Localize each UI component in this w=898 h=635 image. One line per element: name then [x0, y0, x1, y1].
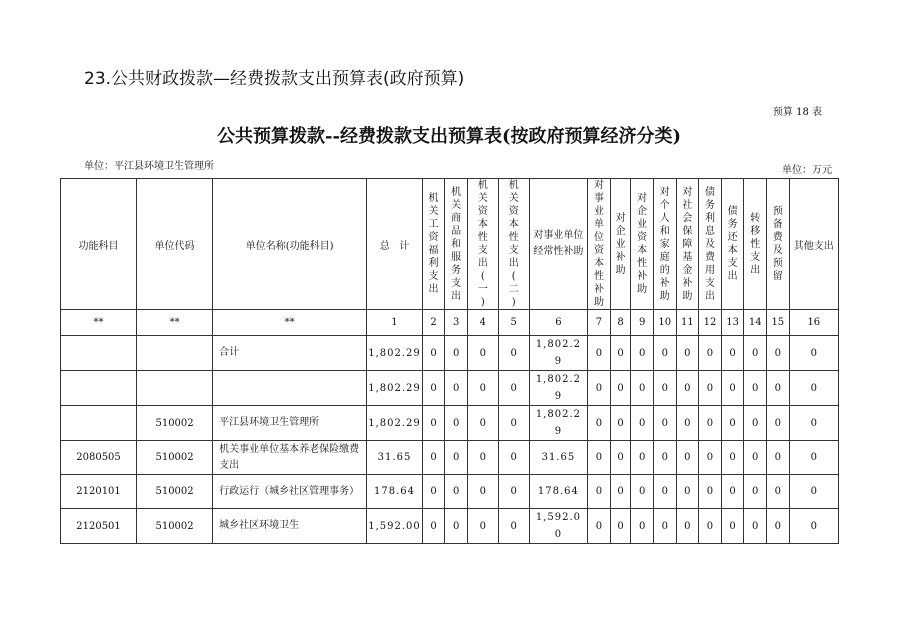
- unit-code-cell: 510002: [137, 406, 213, 441]
- value-cell: 0: [588, 336, 611, 371]
- function-code-cell: 2080505: [61, 441, 137, 475]
- section-title: 23.公共财政拨款—经费拨款支出预算表(政府预算): [84, 69, 465, 89]
- header-household-subsidy: 对 个 人 和 家 庭 的 补 助: [653, 179, 676, 310]
- function-code-cell: 2120501: [61, 509, 137, 544]
- function-code-cell: [61, 406, 137, 441]
- index-cell: 11: [676, 310, 699, 336]
- value-cell: 0: [653, 336, 676, 371]
- value-cell: 0: [699, 441, 722, 475]
- header-function-subject: 功能科目: [61, 179, 137, 310]
- value-cell: 0: [699, 336, 722, 371]
- value-cell: 0: [721, 371, 744, 406]
- index-cell: 1: [367, 310, 422, 336]
- value-cell: 0: [767, 371, 790, 406]
- unit-name-cell: 机关事业单位基本养老保险缴费支出: [213, 441, 367, 475]
- value-cell: 0: [467, 475, 498, 509]
- index-row: [61, 310, 839, 336]
- header-unit-name: 单位名称(功能科目): [213, 179, 367, 310]
- value-cell: 0: [789, 406, 838, 441]
- value-cell: 0: [744, 371, 767, 406]
- header-reserve: 预 备 费 及 预 留: [767, 179, 790, 310]
- unit-name: 单位：平江县环境卫生管理所: [84, 161, 214, 172]
- value-cell: 0: [610, 336, 631, 371]
- total-cell: 1,592.00: [367, 509, 422, 544]
- value-cell: 0: [467, 509, 498, 544]
- index-cell: 12: [699, 310, 722, 336]
- table-number: 预算 18 表: [772, 107, 822, 118]
- institution-subsidy-cell: [529, 509, 588, 544]
- value-cell: 0: [767, 475, 790, 509]
- value-cell: 0: [445, 371, 468, 406]
- value-cell: 0: [767, 441, 790, 475]
- value-line: 9: [554, 391, 563, 402]
- table-row: [61, 441, 839, 475]
- value-cell: 0: [744, 406, 767, 441]
- value-cell: 0: [721, 336, 744, 371]
- table-row: [61, 336, 839, 371]
- value-cell: 0: [699, 406, 722, 441]
- value-cell: 0: [631, 406, 654, 441]
- unit-name-cell: [213, 371, 367, 406]
- value-line: 9: [554, 426, 563, 437]
- value-cell: 0: [767, 406, 790, 441]
- value-line: 1,802.2: [535, 409, 581, 420]
- header-salary-welfare: 机 关 工 资 福 利 支 出: [422, 179, 445, 310]
- value-cell: 0: [588, 441, 611, 475]
- value-cell: 0: [445, 509, 468, 544]
- institution-subsidy-cell: [529, 371, 588, 406]
- function-code-cell: [61, 371, 137, 406]
- value-cell: 0: [631, 441, 654, 475]
- value-cell: 0: [498, 406, 529, 441]
- unit-code-cell: [137, 371, 213, 406]
- index-cell: 9: [631, 310, 654, 336]
- value-cell: 0: [610, 406, 631, 441]
- value-cell: 0: [498, 371, 529, 406]
- value-cell: 0: [498, 475, 529, 509]
- index-cell: 14: [744, 310, 767, 336]
- value-cell: 0: [467, 406, 498, 441]
- value-cell: 0: [422, 475, 445, 509]
- value-cell: 0: [610, 441, 631, 475]
- header-goods-services: 机 关 商 品 和 服 务 支 出: [445, 179, 468, 310]
- value-line: 31.65: [541, 452, 576, 463]
- unit-code-cell: 510002: [137, 441, 213, 475]
- value-cell: 0: [767, 336, 790, 371]
- main-title: 公共预算拨款--经费拨款支出预算表(按政府预算经济分类): [217, 126, 681, 147]
- value-cell: 0: [610, 371, 631, 406]
- index-cell: 6: [529, 310, 588, 336]
- unit-name-cell: 合计: [213, 336, 367, 371]
- value-cell: 0: [653, 475, 676, 509]
- value-cell: 0: [676, 441, 699, 475]
- value-cell: 0: [422, 336, 445, 371]
- value-cell: 0: [445, 441, 468, 475]
- index-cell: **: [213, 310, 367, 336]
- value-cell: 0: [744, 441, 767, 475]
- value-cell: 0: [721, 441, 744, 475]
- value-cell: 0: [653, 441, 676, 475]
- value-cell: 0: [631, 336, 654, 371]
- value-line: 1,802.2: [535, 339, 581, 350]
- value-cell: 0: [721, 406, 744, 441]
- value-cell: 0: [498, 509, 529, 544]
- function-code-cell: [61, 336, 137, 371]
- value-cell: 0: [699, 509, 722, 544]
- value-cell: 0: [676, 406, 699, 441]
- value-cell: 0: [422, 406, 445, 441]
- index-cell: 3: [445, 310, 468, 336]
- value-cell: 0: [422, 371, 445, 406]
- value-line: 178.64: [537, 486, 579, 497]
- header-enterprise-capital-subsidy: 对 企 业 资 本 性 补 助: [631, 179, 654, 310]
- value-cell: 0: [699, 475, 722, 509]
- index-cell: 13: [721, 310, 744, 336]
- institution-subsidy-cell: [529, 336, 588, 371]
- unit-name-cell: 平江县环境卫生管理所: [213, 406, 367, 441]
- value-cell: 0: [422, 509, 445, 544]
- value-cell: 0: [610, 509, 631, 544]
- index-cell: 10: [653, 310, 676, 336]
- table-row: [61, 475, 839, 509]
- index-cell: 2: [422, 310, 445, 336]
- value-cell: 0: [588, 509, 611, 544]
- value-line: 1,802.2: [535, 374, 581, 385]
- header-other: 其他支出: [789, 179, 838, 310]
- table-row: [61, 371, 839, 406]
- header-social-security-subsidy: 对 社 会 保 障 基 金 补 助: [676, 179, 699, 310]
- value-cell: 0: [744, 336, 767, 371]
- value-cell: 0: [498, 441, 529, 475]
- value-cell: 0: [588, 406, 611, 441]
- index-cell: 7: [588, 310, 611, 336]
- index-cell: 5: [498, 310, 529, 336]
- value-cell: 0: [445, 406, 468, 441]
- value-line: 0: [554, 529, 563, 540]
- value-cell: 0: [445, 475, 468, 509]
- institution-subsidy-cell: [529, 475, 588, 509]
- value-cell: 0: [744, 475, 767, 509]
- value-cell: 0: [445, 336, 468, 371]
- total-cell: 1,802.29: [367, 336, 422, 371]
- total-cell: 1,802.29: [367, 371, 422, 406]
- value-cell: 0: [631, 475, 654, 509]
- function-code-cell: 2120101: [61, 475, 137, 509]
- value-cell: 0: [631, 371, 654, 406]
- value-cell: 0: [498, 336, 529, 371]
- value-cell: 0: [588, 475, 611, 509]
- institution-subsidy-cell: [529, 406, 588, 441]
- header-debt-principal: 债 务 还 本 支 出: [721, 179, 744, 310]
- table-row: [61, 509, 839, 544]
- value-cell: 0: [467, 336, 498, 371]
- header-total: 总 计: [367, 179, 422, 310]
- budget-table: [60, 178, 839, 544]
- value-cell: 0: [789, 441, 838, 475]
- unit-code-cell: 510002: [137, 509, 213, 544]
- unit-name-cell: 城乡社区环境卫生: [213, 509, 367, 544]
- unit-name-cell: 行政运行（城乡社区管理事务）: [213, 475, 367, 509]
- header-institution-subsidy: 对事业单位经常性补助: [529, 179, 588, 310]
- institution-subsidy-cell: [529, 441, 588, 475]
- value-cell: 0: [721, 509, 744, 544]
- index-cell: **: [61, 310, 137, 336]
- header-unit-code: 单位代码: [137, 179, 213, 310]
- value-line: 1,592.0: [535, 512, 581, 523]
- value-cell: 0: [653, 509, 676, 544]
- value-cell: 0: [631, 509, 654, 544]
- value-cell: 0: [610, 475, 631, 509]
- table-row: [61, 406, 839, 441]
- header-debt-interest: 债 务 利 息 及 费 用 支 出: [699, 179, 722, 310]
- index-cell: 15: [767, 310, 790, 336]
- unit-code-cell: 510002: [137, 475, 213, 509]
- unit-measure: 单位：万元: [782, 165, 832, 176]
- value-cell: 0: [721, 475, 744, 509]
- value-cell: 0: [653, 406, 676, 441]
- value-cell: 0: [789, 336, 838, 371]
- index-cell: 16: [789, 310, 838, 336]
- header-row: [61, 179, 839, 310]
- value-cell: 0: [422, 441, 445, 475]
- total-cell: 1,802.29: [367, 406, 422, 441]
- index-cell: 8: [610, 310, 631, 336]
- total-cell: 31.65: [367, 441, 422, 475]
- value-cell: 0: [676, 336, 699, 371]
- value-line: 9: [554, 356, 563, 367]
- value-cell: 0: [676, 475, 699, 509]
- total-cell: 178.64: [367, 475, 422, 509]
- index-cell: 4: [467, 310, 498, 336]
- header-institution-capital-subsidy: 对 事 业 单 位 资 本 性 补 助: [588, 179, 611, 310]
- value-cell: 0: [789, 371, 838, 406]
- value-cell: 0: [676, 371, 699, 406]
- header-capital-one: 机 关 资 本 性 支 出 ( 一 ): [467, 179, 498, 310]
- value-cell: 0: [789, 475, 838, 509]
- header-capital-two: 机 关 资 本 性 支 出 ( 二 ): [498, 179, 529, 310]
- value-cell: 0: [767, 509, 790, 544]
- value-cell: 0: [744, 509, 767, 544]
- value-cell: 0: [789, 509, 838, 544]
- header-enterprise-subsidy: 对 企 业 补 助: [610, 179, 631, 310]
- value-cell: 0: [653, 371, 676, 406]
- value-cell: 0: [699, 371, 722, 406]
- value-cell: 0: [467, 371, 498, 406]
- unit-code-cell: [137, 336, 213, 371]
- index-cell: **: [137, 310, 213, 336]
- value-cell: 0: [467, 441, 498, 475]
- value-cell: 0: [588, 371, 611, 406]
- value-cell: 0: [676, 509, 699, 544]
- header-transfer: 转 移 性 支 出: [744, 179, 767, 310]
